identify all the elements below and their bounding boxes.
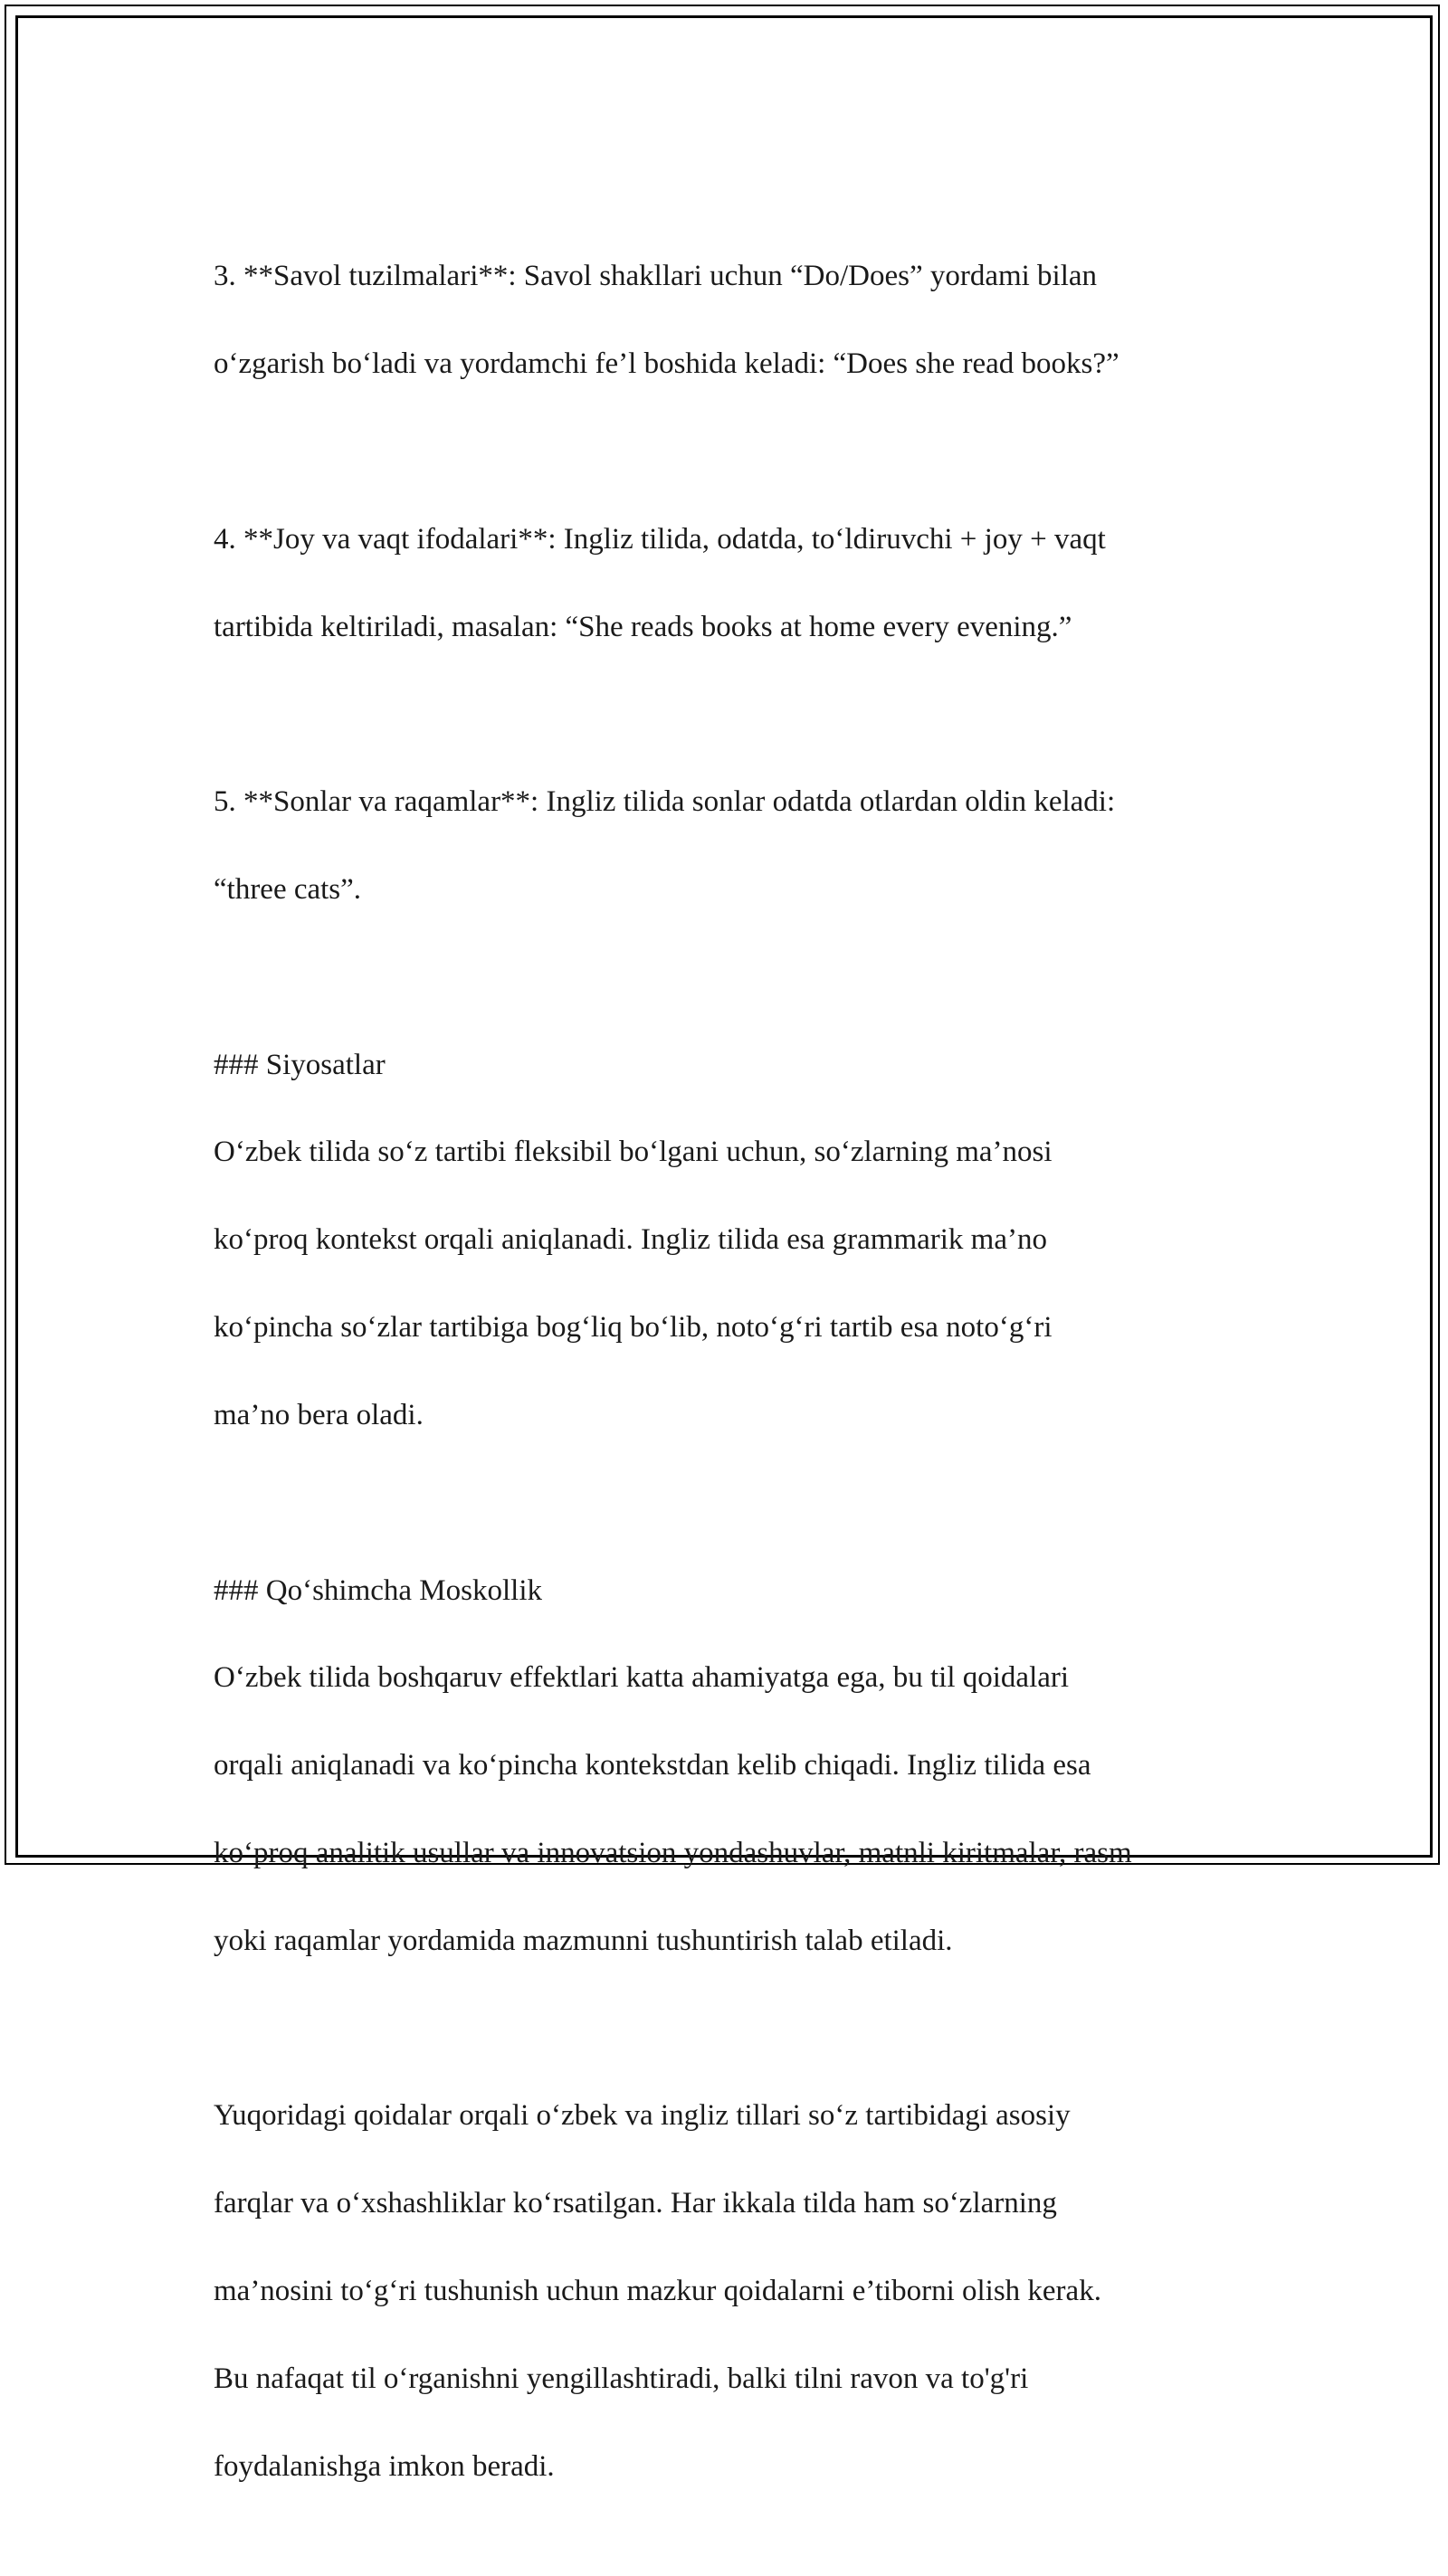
text-line: ko‘pincha so‘zlar tartibiga bog‘liq bo‘lib, noto‘g‘ri tartib esa noto‘g‘ri	[214, 1311, 1053, 1345]
paragraph-place-time	[214, 473, 1263, 692]
text-line: “three cats”.	[214, 873, 362, 907]
text-line: 4. **Joy va vaqt ifodalari**: Ingliz tilida, odatda, to‘ldiruvchi + joy + vaqt	[214, 522, 1106, 556]
text-line: ko‘proq analitik usullar va innovatsion yondashuvlar, matnli kiritmalar, rasm	[214, 1836, 1132, 1869]
text-line: o‘zgarish bo‘ladi va yordamchi fe’l boshida keladi: “Does she read books?”	[214, 347, 1119, 381]
text-line: ma’nosini to‘g‘ri tushunish uchun mazkur qoidalarni e’tiborni olish kerak.	[214, 2275, 1101, 2308]
section-qoshimcha-moskollik	[214, 1525, 1263, 2006]
text-line: foydalanishga imkon beradi.	[214, 2449, 555, 2483]
text-line: ma’no bera oladi.	[214, 1398, 424, 1431]
text-line: O‘zbek tilida boshqaruv effektlari katta ahamiyatga ega, bu til qoidalari	[214, 1661, 1070, 1695]
text-line: 5. **Sonlar va raqamlar**: Ingliz tilida sonlar odatda otlardan oldin keladi:	[214, 785, 1116, 819]
text-line: O‘zbek tilida so‘z tartibi fleksibil bo‘lgani uchun, so‘zlarning ma’nosi	[214, 1136, 1053, 1169]
text-line: tartibida keltiriladi, masalan: “She reads books at home every evening.”	[214, 610, 1072, 643]
text-line: ko‘proq kontekst orqali aniqlanadi. Ingliz tilida esa grammarik ma’no	[214, 1223, 1047, 1257]
document-body	[214, 211, 1263, 2576]
section-heading: ### Siyosatlar	[214, 1048, 386, 1081]
paragraph-question-structures	[214, 211, 1263, 430]
paragraph-numbers	[214, 737, 1263, 955]
paragraph-conclusion	[214, 2050, 1263, 2532]
text-line: farqlar va o‘xshashliklar ko‘rsatilgan. Har ikkala tilda ham so‘zlarning	[214, 2187, 1057, 2220]
section-heading: ### Qo‘shimcha Moskollik	[214, 1573, 542, 1607]
text-line: Bu nafaqat til o‘rganishni yengillashtiradi, balki tilni ravon va to'g'ri	[214, 2362, 1029, 2395]
section-siyosatlar	[214, 999, 1263, 1480]
text-line: orqali aniqlanadi va ko‘pincha kontekstdan kelib chiqadi. Ingliz tilida esa	[214, 1749, 1091, 1782]
text-line: 3. **Savol tuzilmalari**: Savol shakllari uchun “Do/Does” yordami bilan	[214, 260, 1098, 293]
text-line: Yuqoridagi qoidalar orqali o‘zbek va ingliz tillari so‘z tartibidagi asosiy	[214, 2099, 1071, 2133]
text-line: yoki raqamlar yordamida mazmunni tushuntirish talab etiladi.	[214, 1924, 953, 1957]
